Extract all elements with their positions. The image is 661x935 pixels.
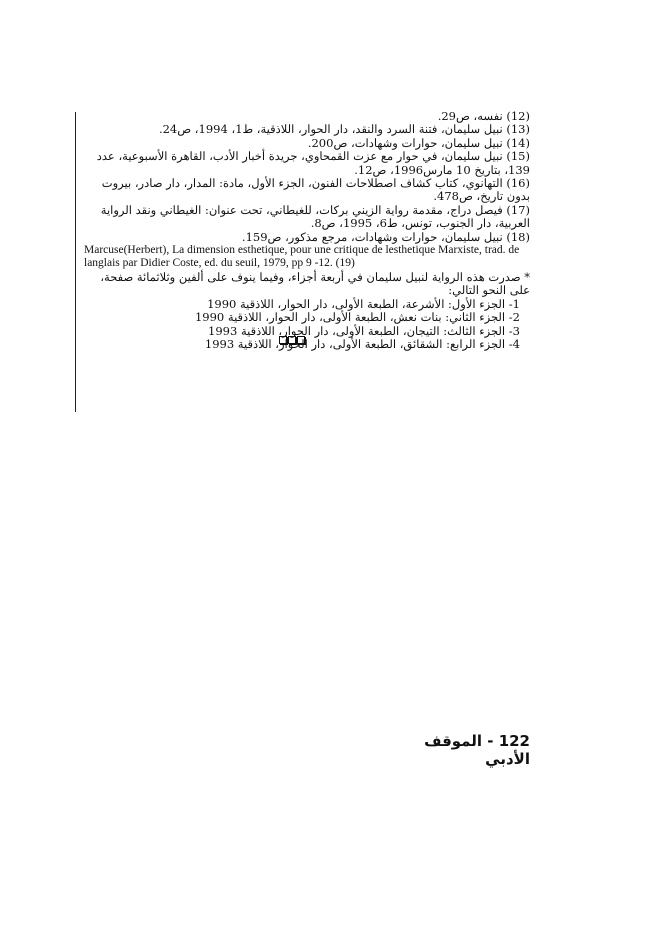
footnote-12: (12) نفسه، ص29. xyxy=(437,109,530,123)
novel-part-4: 4- الجزء الرابع: الشقائق، الطبعة الأولى، دار الحوار، اللاذقية 1993 xyxy=(204,336,520,351)
margin-rule xyxy=(75,112,76,412)
novel-part-2: 2- الجزء الثاني: بنات نعش، الطبعة الأولى، دار الحوار، اللاذقية 1990 xyxy=(194,310,520,325)
footnote-19: Marcuse(Herbert), La dimension esthetique, pour une critique de lesthetique Marxiste, trad. de langlais par Didier Coste, ed. du seuil, 1979, pp 9 -12. (19) xyxy=(84,244,520,270)
square-icon xyxy=(279,336,287,344)
section-ornament xyxy=(279,336,305,344)
novel-intro: * صدرت هذه الرواية لنبيل سليمان في أربعة أجزاء، وفيما ينوف على ألفين وثلاثمائة صفحة، على النحو التالي: xyxy=(100,269,530,298)
footnote-15: (15) نبيل سليمان، في حوار مع عزت القمحاوي، جريدة أخبار الأدب، القاهرة الأسبوعية، عدد 139، بتاريخ 10 مارس1996، ص12. xyxy=(96,149,530,177)
novel-part-1: 1- الجزء الأول: الأشرعة، الطبعة الأولى، دار الحوار، اللاذقية 1990 xyxy=(207,296,520,311)
square-icon xyxy=(297,336,305,344)
footnote-14: (14) نبيل سليمان، حوارات وشهادات، ص200. xyxy=(307,135,530,150)
page-footer: 122 - الموقف الأدبي xyxy=(424,732,530,768)
footnotes xyxy=(84,110,530,351)
footnote-17: (17) فيصل دراج، مقدمة رواية الزيني بركات، للغيطاني، تحت عنوان: الغيطاني ونقد الرواية العربية، دار الجنوب، تونس، ط6، 1995، ص8. xyxy=(100,202,530,231)
footnote-16: (16) التهانوي، كتاب كشاف اصطلاحات الفنون، الجزء الأول، مادة: المدار، دار صادر، بيروت بدون تاريخ، ص478. xyxy=(101,176,530,204)
square-icon xyxy=(288,336,296,344)
footnote-13: (13) نبيل سليمان، فتنة السرد والنقد، دار الحوار، اللاذقية، ط1، 1994، ص24. xyxy=(158,122,530,137)
footnote-18: (18) نبيل سليمان، حوارات وشهادات، مرجع مذكور، ص159. xyxy=(241,229,530,244)
novel-part-3: 3- الجزء الثالث: التيجان، الطبعة الأولى، دار الحوار، اللاذقية 1993 xyxy=(208,323,520,338)
novel-parts-list xyxy=(84,298,530,352)
